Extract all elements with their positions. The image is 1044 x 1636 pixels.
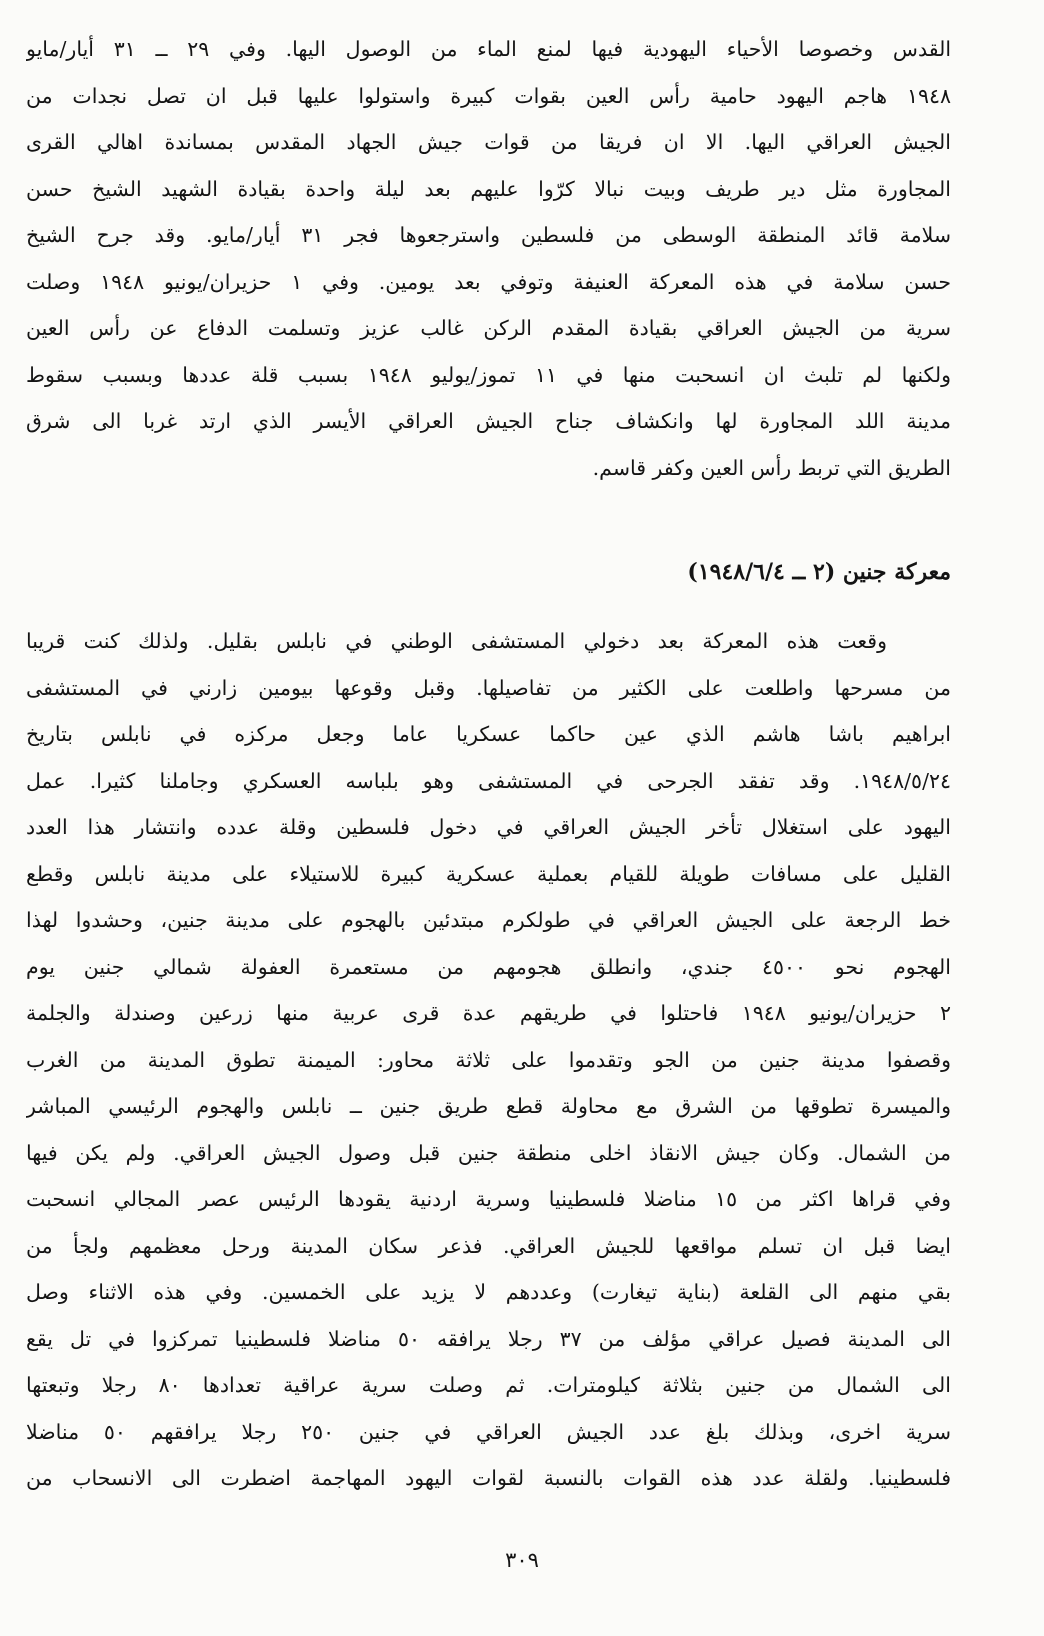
text-line: ٢ حزيران/يونيو ١٩٤٨ فاحتلوا في طريقهم عدة قرى عربية منها زرعين وصندلة والجلمة	[26, 1001, 951, 1025]
text-line: بقي منهم الى القلعة (بناية تيغارت) وعددهم لا يزيد على الخمسين. وفي هذه الاثناء وصل	[26, 1280, 951, 1304]
text-line: سلامة قائد المنطقة الوسطى من فلسطين واسترجعوها فجر ٣١ أيار/مايو. وقد جرح الشيخ	[26, 223, 951, 247]
text-line: الجيش العراقي اليها. الا ان فريقا من قوات جيش الجهاد المقدس بمساندة اهالي القرى	[26, 130, 951, 154]
text-line: فلسطينيا. ولقلة عدد هذه القوات بالنسبة لقوات اليهود المهاجمة اضطرت الى الانسحاب من	[26, 1466, 951, 1490]
text-line: ولكنها لم تلبث ان انسحبت منها في ١١ تموز/يوليو ١٩٤٨ بسبب قلة عددها وبسبب سقوط	[26, 362, 951, 387]
text-line: ابراهيم باشا هاشم الذي عين حاكما عسكريا عاما وجعل مركزه في نابلس بتاريخ	[26, 722, 951, 746]
text-line: من الشمال. وكان جيش الانقاذ اخلى منطقة جنين قبل وصول الجيش العراقي. ولم يكن فيها	[26, 1140, 951, 1165]
text-line: خط الرجعة على الجيش العراقي في طولكرم مبتدئين بالهجوم على مدينة جنين، وحشدوا لهذا	[26, 908, 951, 932]
paragraph-ras-al-ain	[26, 26, 951, 491]
text-line-last: الطريق التي تربط رأس العين وكفر قاسم.	[592, 455, 951, 480]
text-line: مدينة اللد المجاورة لها وانكشاف جناح الجيش العراقي الأيسر الذي ارتد غربا الى شرق	[26, 409, 951, 433]
text-line: الهجوم نحو ٤٥٠٠ جندي، وانطلق هجومهم من مستعمرة العفولة شمالي جنين يوم	[26, 954, 951, 979]
text-line: الى المدينة فصيل عراقي مؤلف من ٣٧ رجلا يرافقه ٥٠ مناضلا فلسطينيا تمركزوا في تل يقع	[26, 1326, 951, 1351]
text-line: ١٩٤٨/٥/٢٤. وقد تفقد الجرحى في المستشفى وهو بلباسه العسكري وجاملنا كثيرا. عمل	[26, 768, 951, 793]
text-line: ١٩٤٨ هاجم اليهود حامية رأس العين بقوات كبيرة واستولوا عليها قبل ان تصل نجدات من	[26, 83, 951, 108]
text-line: وفي قراها اكثر من ١٥ مناضلا فلسطينيا وسرية اردنية يقودها الرئيس عصر المجالي انسحبت	[26, 1187, 951, 1211]
text-line: القليل على مسافات طويلة للقيام بعملية عسكرية كبيرة للاستيلاء على مدينة نابلس وقطع	[26, 861, 951, 886]
text-line: والميسرة تطوقها من الشرق مع محاولة قطع طريق جنين ــ نابلس والهجوم الرئيسي المباشر	[26, 1094, 951, 1118]
text-line: القدس وخصوصا الأحياء اليهودية فيها لمنع الماء من الوصول اليها. وفي ٢٩ ــ ٣١ أيار/مايو	[26, 37, 951, 61]
text-line: وقصفوا مدينة جنين من الجو وتقدموا على ثلاثة محاور: الميمنة تطوق المدينة من الغرب	[26, 1047, 951, 1072]
text-line: ايضا قبل ان تسلم مواقعها للجيش العراقي. فذعر سكان المدينة ورحل معظمهم ولجأ من	[26, 1233, 951, 1258]
text-line: المجاورة مثل دير طريف وبيت نبالا كرّوا عليهم بعد ليلة واحدة بقيادة الشهيد الشيخ حسن	[26, 176, 951, 201]
paragraph-jenin-battle	[26, 618, 951, 1502]
text-line: سرية من الجيش العراقي بقيادة المقدم الركن غالب عزيز وتسلمت الدفاع عن رأس العين	[26, 316, 951, 340]
text-line: حسن سلامة في هذه المعركة العنيفة وتوفي بعد يومين. وفي ١ حزيران/يونيو ١٩٤٨ وصلت	[26, 269, 951, 294]
text-line: الى الشمال من جنين بثلاثة كيلومترات. ثم وصلت سرية عراقية تعدادها ٨٠ رجلا وتبعتها	[26, 1373, 951, 1397]
text-line: سرية اخرى، وبذلك بلغ عدد الجيش العراقي في جنين ٢٥٠ رجلا يرافقهم ٥٠ مناضلا	[26, 1419, 951, 1444]
section-heading: معركة جنين (٢ ــ ١٩٤٨/٦/٤)	[687, 559, 951, 585]
text-line: اليهود على استغلال تأخر الجيش العراقي في دخول فلسطين وقلة عدده وانتشار هذا العدد	[26, 815, 951, 839]
text-line-first: وقعت هذه المعركة بعد دخولي المستشفى الوطني في نابلس بقليل. ولذلك كنت قريبا	[26, 629, 887, 653]
text-line: من مسرحها واطلعت على الكثير من تفاصيلها. وقبل وقوعها بيومين زارني في المستشفى	[26, 675, 951, 700]
page-number: ٣٠٩	[505, 1548, 539, 1572]
